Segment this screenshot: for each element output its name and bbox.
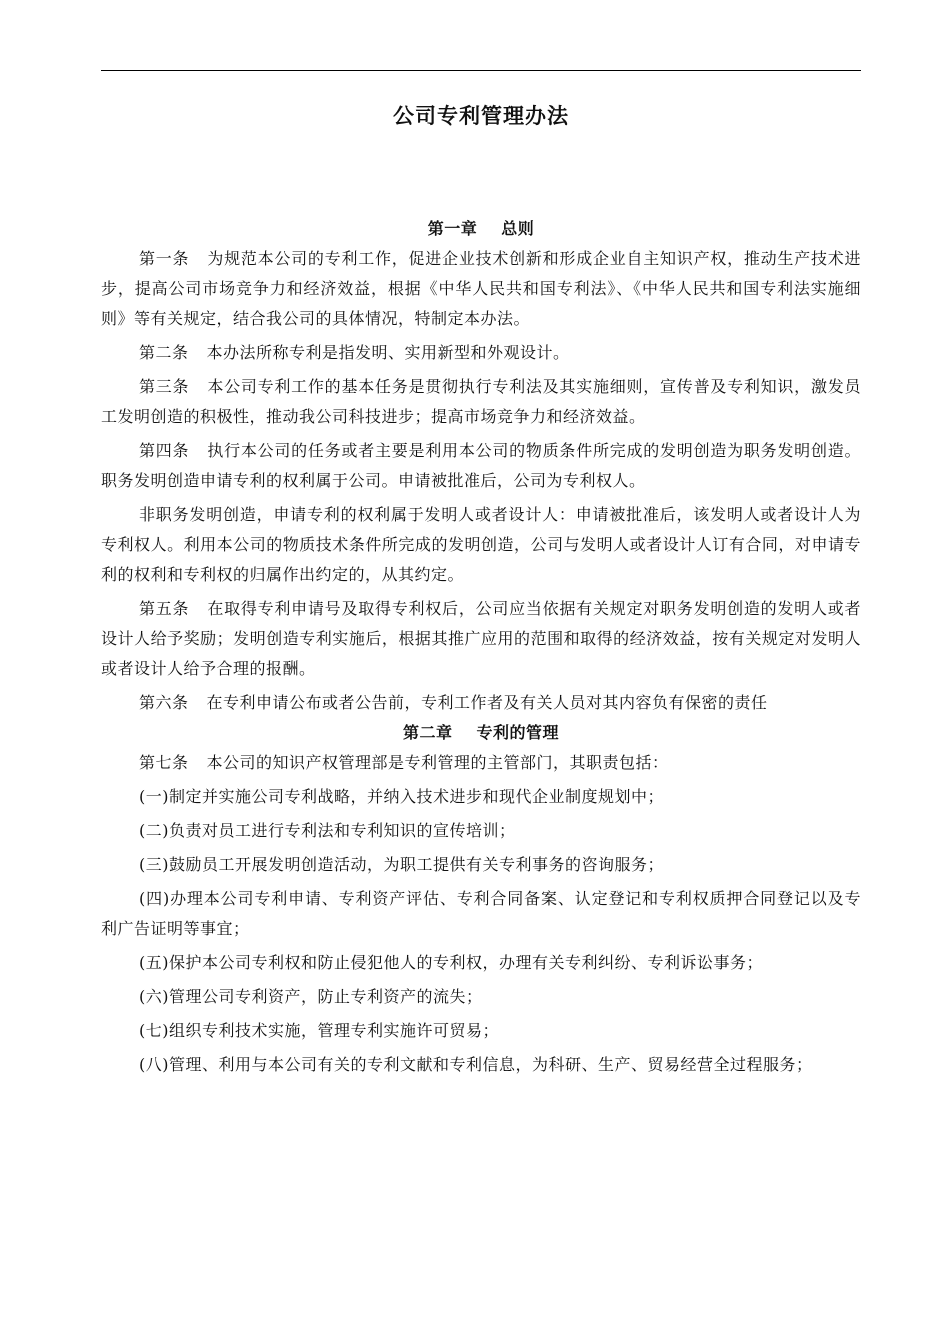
duty-item-8: (八)管理、利用与本公司有关的专利文献和专利信息，为科研、生产、贸易经营全过程服务； (139, 1055, 813, 1074)
document-body (101, 214, 861, 1084)
duty-item-4: (四)办理本公司专利申请、专利资产评估、专利合同备案、认定登记和专利权质押合同登记以及专利广告证明等事宜； (101, 889, 861, 938)
article-5-text: 在取得专利申请号及取得专利权后，公司应当依据有关规定对职务发明创造的发明人或者设计人给予奖励；发明创造专利实施后，根据其推广应用的范围和取得的经济效益，按有关规定对发明人或者设计人给予合理的报酬。 (101, 599, 861, 678)
article-3-text: 本公司专利工作的基本任务是贯彻执行专利法及其实施细则，宣传普及专利知识，激发员工发明创造的积极性，推动我公司科技进步；提高市场竞争力和经济效益。 (101, 377, 861, 426)
article-1-lead: 第一条 (139, 249, 190, 268)
article-4-text: 执行本公司的任务或者主要是利用本公司的物质条件所完成的发明创造为职务发明创造。职务发明创造申请专利的权利属于公司。申请被批准后，公司为专利权人。 (101, 441, 861, 490)
duty-item-1: (一)制定并实施公司专利战略，并纳入技术进步和现代企业制度规划中； (139, 787, 664, 806)
chapter-2-heading (101, 718, 861, 748)
article-5-lead: 第五条 (139, 599, 190, 618)
duty-item-5: (五)保护本公司专利权和防止侵犯他人的专利权，办理有关专利纠纷、专利诉讼事务； (139, 953, 763, 972)
chapter-1-heading (101, 214, 861, 244)
article-6-text: 在专利申请公布或者公告前，专利工作者及有关人员对其内容负有保密的责任 (206, 693, 768, 712)
duty-item-7: (七)组织专利技术实施，管理专利实施许可贸易； (139, 1021, 499, 1040)
chapter-1-name: 总则 (501, 219, 535, 238)
article-7-text: 本公司的知识产权管理部是专利管理的主管部门，其职责包括： (206, 753, 669, 772)
article-6-lead: 第六条 (139, 693, 189, 712)
article-2-lead: 第二条 (139, 343, 189, 362)
article-3 (101, 372, 861, 432)
duty-item-3: (三)鼓励员工开展发明创造活动，为职工提供有关专利事务的咨询服务； (139, 855, 664, 874)
article-4-lead: 第四条 (139, 441, 190, 460)
article-1 (101, 244, 861, 334)
article-2 (101, 338, 861, 368)
duty-item-2: (二)负责对员工进行专利法和专利知识的宣传培训； (139, 821, 516, 840)
article-7 (101, 748, 861, 778)
chapter-2-name: 专利的管理 (476, 723, 560, 742)
article-4 (101, 436, 861, 496)
article-6 (101, 688, 861, 718)
duty-item-6: (六)管理公司专利资产，防止专利资产的流失； (139, 987, 483, 1006)
article-1-text: 为规范本公司的专利工作，促进企业技术创新和形成企业自主知识产权，推动生产技术进步，提高公司市场竞争力和经济效益，根据《中华人民共和国专利法》、《中华人民共和国专利法实施细则》等有关规定，结合我公司的具体情况，特制定本办法。 (101, 249, 861, 328)
document-title: 公司专利管理办法 (393, 103, 569, 128)
article-3-lead: 第三条 (139, 377, 190, 396)
chapter-2-number: 第二章 (402, 723, 453, 742)
article-4-paragraph-2-text: 非职务发明创造，申请专利的权利属于发明人或者设计人：申请被批准后，该发明人或者设计人为专利权人。利用本公司的物质技术条件所完成的发明创造，公司与发明人或者设计人订有合同，对申请专利的权利和专利权的归属作出约定的，从其约定。 (101, 505, 861, 584)
chapter-1-number: 第一章 (427, 219, 478, 238)
article-7-lead: 第七条 (139, 753, 189, 772)
header-rule (101, 70, 861, 71)
article-2-text: 本办法所称专利是指发明、实用新型和外观设计。 (206, 343, 570, 362)
article-5 (101, 594, 861, 684)
article-4-paragraph-2 (101, 500, 861, 590)
